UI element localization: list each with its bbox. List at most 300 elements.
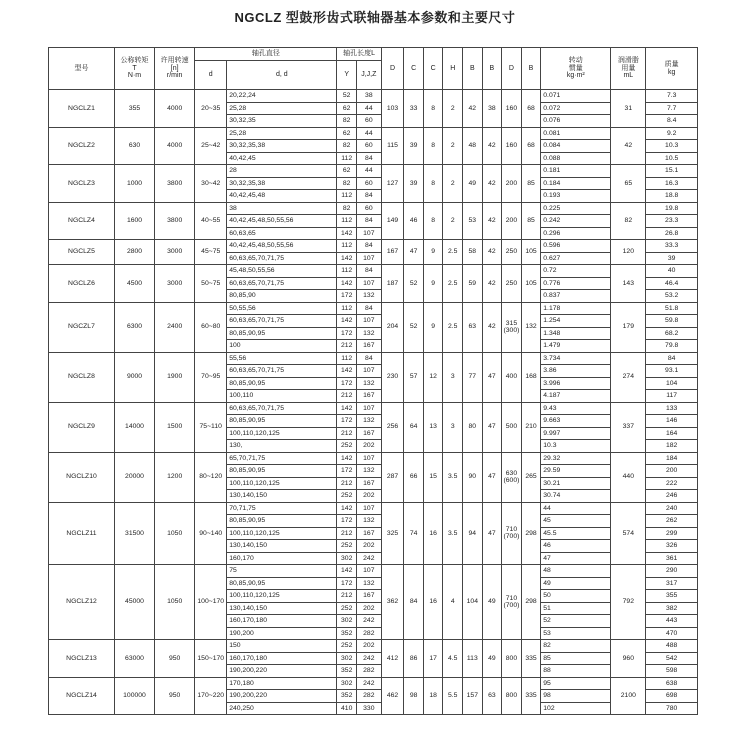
length-Y-cell: 142 <box>337 315 357 328</box>
header-row-1 <box>49 48 698 61</box>
H-cell: 4.5 <box>443 640 463 678</box>
torque-cell: 14000 <box>114 402 154 452</box>
length-J-cell: 84 <box>356 352 381 365</box>
d1-cell: 80~120 <box>195 452 227 502</box>
length-J-cell: 167 <box>356 340 381 353</box>
speed-cell: 4000 <box>155 90 195 128</box>
bore-diameters-cell: 240,250 <box>227 702 337 715</box>
inertia-cell: 3.734 <box>541 352 611 365</box>
header-bore-group: 轴孔直径 <box>195 48 337 61</box>
inertia-cell: 46 <box>541 540 611 553</box>
inertia-cell: 0.776 <box>541 277 611 290</box>
table-body <box>49 90 698 715</box>
length-Y-cell: 212 <box>337 477 357 490</box>
grease-cell: 179 <box>611 302 646 352</box>
B2-cell: 47 <box>482 402 502 452</box>
mass-cell: 84 <box>646 352 698 365</box>
B2-cell: 42 <box>482 240 502 265</box>
H-cell: 3.5 <box>443 452 463 502</box>
bore-diameters-cell: 25,28 <box>227 102 337 115</box>
inertia-cell: 1.254 <box>541 315 611 328</box>
mass-cell: 46.4 <box>646 277 698 290</box>
length-Y-cell: 112 <box>337 352 357 365</box>
D1-cell <box>502 402 522 452</box>
D-cell: 149 <box>381 202 404 240</box>
inertia-cell: 0.184 <box>541 177 611 190</box>
length-Y-cell: 62 <box>337 165 357 178</box>
torque-cell: 2800 <box>114 240 154 265</box>
inertia-cell: 0.072 <box>541 102 611 115</box>
C1-cell: 12 <box>423 352 443 402</box>
bore-diameters-cell: 50,55,56 <box>227 302 337 315</box>
length-J-cell: 107 <box>356 227 381 240</box>
length-Y-cell: 82 <box>337 177 357 190</box>
D1-value: 250 <box>505 279 518 287</box>
length-Y-cell: 112 <box>337 152 357 165</box>
bore-diameters-cell: 130,140,150 <box>227 540 337 553</box>
length-Y-cell: 142 <box>337 227 357 240</box>
header-torque: 公称转矩 T N·m <box>114 48 154 90</box>
bore-diameters-cell: 130, <box>227 440 337 453</box>
length-J-cell: 38 <box>356 90 381 103</box>
length-J-cell: 132 <box>356 415 381 428</box>
C-cell: 74 <box>404 502 424 565</box>
mass-cell: 222 <box>646 477 698 490</box>
inertia-cell: 85 <box>541 652 611 665</box>
inertia-cell: 1.178 <box>541 302 611 315</box>
grease-cell: 42 <box>611 127 646 165</box>
D1-cell <box>502 452 522 502</box>
d1-cell: 60~80 <box>195 302 227 352</box>
length-J-cell: 44 <box>356 127 381 140</box>
D-cell: 230 <box>381 352 404 402</box>
d1-cell: 40~55 <box>195 202 227 240</box>
length-Y-cell: 112 <box>337 240 357 253</box>
length-Y-cell: 302 <box>337 552 357 565</box>
torque-cell: 4500 <box>114 265 154 303</box>
torque-cell: 630 <box>114 127 154 165</box>
bore-diameters-cell: 60,63,65,70,71,75 <box>227 315 337 328</box>
bore-diameters-cell: 80,85,90,95 <box>227 415 337 428</box>
inertia-cell: 9.43 <box>541 402 611 415</box>
C-cell: 47 <box>404 240 424 265</box>
length-Y-cell: 212 <box>337 527 357 540</box>
length-J-cell: 84 <box>356 190 381 203</box>
D1-value: 630 <box>505 469 518 477</box>
inertia-cell: 3.996 <box>541 377 611 390</box>
length-Y-cell: 142 <box>337 452 357 465</box>
mass-cell: 7.3 <box>646 90 698 103</box>
header-JJ1Z: J,J,Z <box>356 61 381 90</box>
bore-diameters-cell: 80,85,90,95 <box>227 327 337 340</box>
header-mass: 质量 kg <box>646 48 698 90</box>
length-J-cell: 242 <box>356 552 381 565</box>
mass-cell: 780 <box>646 702 698 715</box>
inertia-cell: 30.21 <box>541 477 611 490</box>
length-J-cell: 242 <box>356 615 381 628</box>
mass-cell: 698 <box>646 690 698 703</box>
header-d2d3: d, d <box>227 61 337 90</box>
C1-cell: 9 <box>423 302 443 352</box>
B1-cell: 77 <box>463 352 483 402</box>
length-J-cell: 60 <box>356 177 381 190</box>
length-Y-cell: 212 <box>337 390 357 403</box>
D1-cell <box>502 90 522 128</box>
mass-cell: 51.8 <box>646 302 698 315</box>
d1-cell: 50~75 <box>195 265 227 303</box>
page-title: NGCLZ 型鼓形齿式联轴器基本参数和主要尺寸 <box>234 10 516 25</box>
bore-diameters-cell: 60,63,65,70,71,75 <box>227 252 337 265</box>
length-Y-cell: 172 <box>337 290 357 303</box>
torque-cell: 355 <box>114 90 154 128</box>
bore-diameters-cell: 190,200,220 <box>227 690 337 703</box>
length-Y-cell: 112 <box>337 265 357 278</box>
inertia-cell: 0.084 <box>541 140 611 153</box>
D-cell: 362 <box>381 565 404 640</box>
bore-diameters-cell: 80,85,90,95 <box>227 577 337 590</box>
length-Y-cell: 252 <box>337 490 357 503</box>
D1-value: 710 <box>505 594 518 602</box>
torque-cell: 1000 <box>114 165 154 203</box>
header-D: D <box>381 48 404 90</box>
B3-cell: 105 <box>521 265 541 303</box>
bore-diameters-cell: 60,63,65,70,71,75 <box>227 402 337 415</box>
length-Y-cell: 172 <box>337 415 357 428</box>
H-cell: 2.5 <box>443 240 463 265</box>
inertia-cell: 0.076 <box>541 115 611 128</box>
grease-cell: 31 <box>611 90 646 128</box>
table-row <box>49 402 698 415</box>
C-cell: 57 <box>404 352 424 402</box>
header-B3: B <box>521 48 541 90</box>
D1-cell <box>502 202 522 240</box>
C1-cell: 9 <box>423 265 443 303</box>
torque-cell: 63000 <box>114 640 154 678</box>
torque-cell: 9000 <box>114 352 154 402</box>
B1-cell: 113 <box>463 640 483 678</box>
length-J-cell: 330 <box>356 702 381 715</box>
model-cell: NGCLZ12 <box>49 565 115 640</box>
D1-value: 160 <box>505 142 518 150</box>
C-cell: 33 <box>404 90 424 128</box>
D1-cell <box>502 640 522 678</box>
table-row <box>49 127 698 140</box>
torque-cell: 20000 <box>114 452 154 502</box>
inertia-cell: 1.479 <box>541 340 611 353</box>
model-cell: NGCLZ2 <box>49 127 115 165</box>
table-row <box>49 640 698 653</box>
B3-cell: 335 <box>521 640 541 678</box>
B1-cell: 80 <box>463 402 483 452</box>
length-Y-cell: 142 <box>337 365 357 378</box>
B3-cell: 132 <box>521 302 541 352</box>
D1-cell <box>502 165 522 203</box>
bore-diameters-cell: 60,63,65,70,71,75 <box>227 277 337 290</box>
bore-diameters-cell: 160,170,180 <box>227 615 337 628</box>
inertia-cell: 53 <box>541 627 611 640</box>
bore-diameters-cell: 60,63,65 <box>227 227 337 240</box>
inertia-cell: 45 <box>541 515 611 528</box>
speed-cell: 1200 <box>155 452 195 502</box>
bore-diameters-cell: 170,180 <box>227 677 337 690</box>
length-J-cell: 107 <box>356 502 381 515</box>
length-J-cell: 132 <box>356 327 381 340</box>
length-J-cell: 132 <box>356 290 381 303</box>
d1-cell: 25~42 <box>195 127 227 165</box>
H-cell: 5.5 <box>443 677 463 715</box>
D-cell: 167 <box>381 240 404 265</box>
length-J-cell: 202 <box>356 602 381 615</box>
mass-cell: 290 <box>646 565 698 578</box>
model-cell: NGCLZ3 <box>49 165 115 203</box>
bore-diameters-cell: 190,200,220 <box>227 665 337 678</box>
B3-cell: 168 <box>521 352 541 402</box>
D-cell: 204 <box>381 302 404 352</box>
header-speed: 许用转速 [n] r/min <box>155 48 195 90</box>
B1-cell: 104 <box>463 565 483 640</box>
H-cell: 2 <box>443 165 463 203</box>
mass-cell: 542 <box>646 652 698 665</box>
length-J-cell: 84 <box>356 215 381 228</box>
header-H: H <box>443 48 463 90</box>
C1-cell: 8 <box>423 165 443 203</box>
model-cell: NGCLZ8 <box>49 352 115 402</box>
bore-diameters-cell: 30,32,35 <box>227 115 337 128</box>
D1-alt-value: (600) <box>503 477 520 484</box>
C1-cell: 13 <box>423 402 443 452</box>
header-length-group: 轴孔长度L <box>337 48 381 61</box>
length-Y-cell: 252 <box>337 440 357 453</box>
bore-diameters-cell: 100 <box>227 340 337 353</box>
length-Y-cell: 302 <box>337 652 357 665</box>
D1-cell <box>502 677 522 715</box>
C1-cell: 17 <box>423 640 443 678</box>
header-model: 型号 <box>49 48 115 90</box>
mass-cell: 53.2 <box>646 290 698 303</box>
inertia-cell: 9.997 <box>541 427 611 440</box>
header-Y: Y <box>337 61 357 90</box>
bore-diameters-cell: 80,85,90 <box>227 290 337 303</box>
length-Y-cell: 62 <box>337 127 357 140</box>
torque-cell: 100000 <box>114 677 154 715</box>
mass-cell: 299 <box>646 527 698 540</box>
length-J-cell: 202 <box>356 490 381 503</box>
length-Y-cell: 142 <box>337 277 357 290</box>
length-J-cell: 107 <box>356 402 381 415</box>
D1-cell <box>502 127 522 165</box>
B3-cell: 298 <box>521 565 541 640</box>
speed-cell: 3800 <box>155 202 195 240</box>
speed-cell: 1050 <box>155 502 195 565</box>
length-J-cell: 60 <box>356 115 381 128</box>
torque-cell: 31500 <box>114 502 154 565</box>
B2-cell: 42 <box>482 302 502 352</box>
inertia-cell: 0.596 <box>541 240 611 253</box>
mass-cell: 117 <box>646 390 698 403</box>
bore-diameters-cell: 100,110,120,125 <box>227 477 337 490</box>
speed-cell: 1500 <box>155 402 195 452</box>
mass-cell: 26.8 <box>646 227 698 240</box>
length-Y-cell: 112 <box>337 302 357 315</box>
D1-cell <box>502 352 522 402</box>
inertia-cell: 10.3 <box>541 440 611 453</box>
inertia-cell: 0.071 <box>541 90 611 103</box>
B2-cell: 49 <box>482 640 502 678</box>
bore-diameters-cell: 40,42,45,48 <box>227 190 337 203</box>
bore-diameters-cell: 30,32,35,38 <box>227 177 337 190</box>
model-cell: NGCLZ6 <box>49 265 115 303</box>
mass-cell: 598 <box>646 665 698 678</box>
length-J-cell: 84 <box>356 302 381 315</box>
model-cell: NGCLZ10 <box>49 452 115 502</box>
table-row <box>49 165 698 178</box>
mass-cell: 18.8 <box>646 190 698 203</box>
H-cell: 2 <box>443 90 463 128</box>
length-J-cell: 242 <box>356 652 381 665</box>
B1-cell: 157 <box>463 677 483 715</box>
mass-cell: 262 <box>646 515 698 528</box>
grease-cell: 2100 <box>611 677 646 715</box>
D-cell: 127 <box>381 165 404 203</box>
B3-cell: 68 <box>521 127 541 165</box>
grease-cell: 574 <box>611 502 646 565</box>
bore-diameters-cell: 75 <box>227 565 337 578</box>
D1-value: 200 <box>505 179 518 187</box>
d1-cell: 170~220 <box>195 677 227 715</box>
inertia-cell: 88 <box>541 665 611 678</box>
B1-cell: 48 <box>463 127 483 165</box>
H-cell: 3 <box>443 352 463 402</box>
C1-cell: 8 <box>423 127 443 165</box>
mass-cell: 79.8 <box>646 340 698 353</box>
length-Y-cell: 212 <box>337 590 357 603</box>
inertia-cell: 45.5 <box>541 527 611 540</box>
mass-cell: 443 <box>646 615 698 628</box>
bore-diameters-cell: 70,71,75 <box>227 502 337 515</box>
C-cell: 52 <box>404 302 424 352</box>
length-Y-cell: 212 <box>337 427 357 440</box>
mass-cell: 326 <box>646 540 698 553</box>
mass-cell: 361 <box>646 552 698 565</box>
D1-cell <box>502 240 522 265</box>
length-J-cell: 107 <box>356 252 381 265</box>
speed-cell: 3000 <box>155 265 195 303</box>
B3-cell: 85 <box>521 202 541 240</box>
grease-cell: 65 <box>611 165 646 203</box>
bore-diameters-cell: 30,32,35,38 <box>227 140 337 153</box>
length-J-cell: 167 <box>356 477 381 490</box>
mass-cell: 9.2 <box>646 127 698 140</box>
table-row <box>49 352 698 365</box>
bore-diameters-cell: 80,85,90,95 <box>227 377 337 390</box>
model-cell: NGCLZ5 <box>49 240 115 265</box>
inertia-cell: 0.225 <box>541 202 611 215</box>
speed-cell: 1050 <box>155 565 195 640</box>
inertia-cell: 0.72 <box>541 265 611 278</box>
length-J-cell: 60 <box>356 202 381 215</box>
D1-alt-value: (300) <box>503 327 520 334</box>
d1-cell: 30~42 <box>195 165 227 203</box>
mass-cell: 164 <box>646 427 698 440</box>
bore-diameters-cell: 80,85,90,95 <box>227 515 337 528</box>
D1-cell <box>502 502 522 565</box>
C-cell: 66 <box>404 452 424 502</box>
grease-cell: 120 <box>611 240 646 265</box>
inertia-cell: 0.627 <box>541 252 611 265</box>
bore-diameters-cell: 100,110,120,125 <box>227 590 337 603</box>
mass-cell: 8.4 <box>646 115 698 128</box>
D1-cell <box>502 302 522 352</box>
B3-cell: 335 <box>521 677 541 715</box>
header-C1: C <box>423 48 443 90</box>
C-cell: 86 <box>404 640 424 678</box>
header-C: C <box>404 48 424 90</box>
inertia-cell: 0.837 <box>541 290 611 303</box>
B2-cell: 47 <box>482 502 502 565</box>
C1-cell: 8 <box>423 202 443 240</box>
speed-cell: 950 <box>155 640 195 678</box>
length-J-cell: 84 <box>356 265 381 278</box>
B1-cell: 58 <box>463 240 483 265</box>
bore-diameters-cell: 130,140,150 <box>227 602 337 615</box>
mass-cell: 10.5 <box>646 152 698 165</box>
B1-cell: 42 <box>463 90 483 128</box>
mass-cell: 39 <box>646 252 698 265</box>
length-Y-cell: 82 <box>337 115 357 128</box>
B2-cell: 42 <box>482 265 502 303</box>
length-J-cell: 44 <box>356 102 381 115</box>
mass-cell: 184 <box>646 452 698 465</box>
mass-cell: 240 <box>646 502 698 515</box>
grease-cell: 337 <box>611 402 646 452</box>
d1-cell: 70~95 <box>195 352 227 402</box>
table-row <box>49 265 698 278</box>
mass-cell: 638 <box>646 677 698 690</box>
header-D1: D <box>502 48 522 90</box>
mass-cell: 200 <box>646 465 698 478</box>
C1-cell: 18 <box>423 677 443 715</box>
grease-cell: 82 <box>611 202 646 240</box>
torque-cell: 1600 <box>114 202 154 240</box>
mass-cell: 68.2 <box>646 327 698 340</box>
B2-cell: 38 <box>482 90 502 128</box>
H-cell: 2.5 <box>443 265 463 303</box>
table-row <box>49 240 698 253</box>
bore-diameters-cell: 60,63,65,70,71,75 <box>227 365 337 378</box>
length-J-cell: 107 <box>356 277 381 290</box>
length-Y-cell: 112 <box>337 215 357 228</box>
mass-cell: 40 <box>646 265 698 278</box>
speed-cell: 950 <box>155 677 195 715</box>
C1-cell: 8 <box>423 90 443 128</box>
D1-value: 710 <box>505 526 518 534</box>
mass-cell: 470 <box>646 627 698 640</box>
length-J-cell: 282 <box>356 690 381 703</box>
d1-cell: 20~35 <box>195 90 227 128</box>
D1-value: 315 <box>505 319 518 327</box>
length-J-cell: 132 <box>356 515 381 528</box>
length-Y-cell: 52 <box>337 90 357 103</box>
B1-cell: 49 <box>463 165 483 203</box>
inertia-cell: 1.348 <box>541 327 611 340</box>
length-Y-cell: 172 <box>337 465 357 478</box>
mass-cell: 19.8 <box>646 202 698 215</box>
length-J-cell: 84 <box>356 240 381 253</box>
inertia-cell: 0.088 <box>541 152 611 165</box>
inertia-cell: 0.296 <box>541 227 611 240</box>
C1-cell: 16 <box>423 502 443 565</box>
length-J-cell: 202 <box>356 540 381 553</box>
